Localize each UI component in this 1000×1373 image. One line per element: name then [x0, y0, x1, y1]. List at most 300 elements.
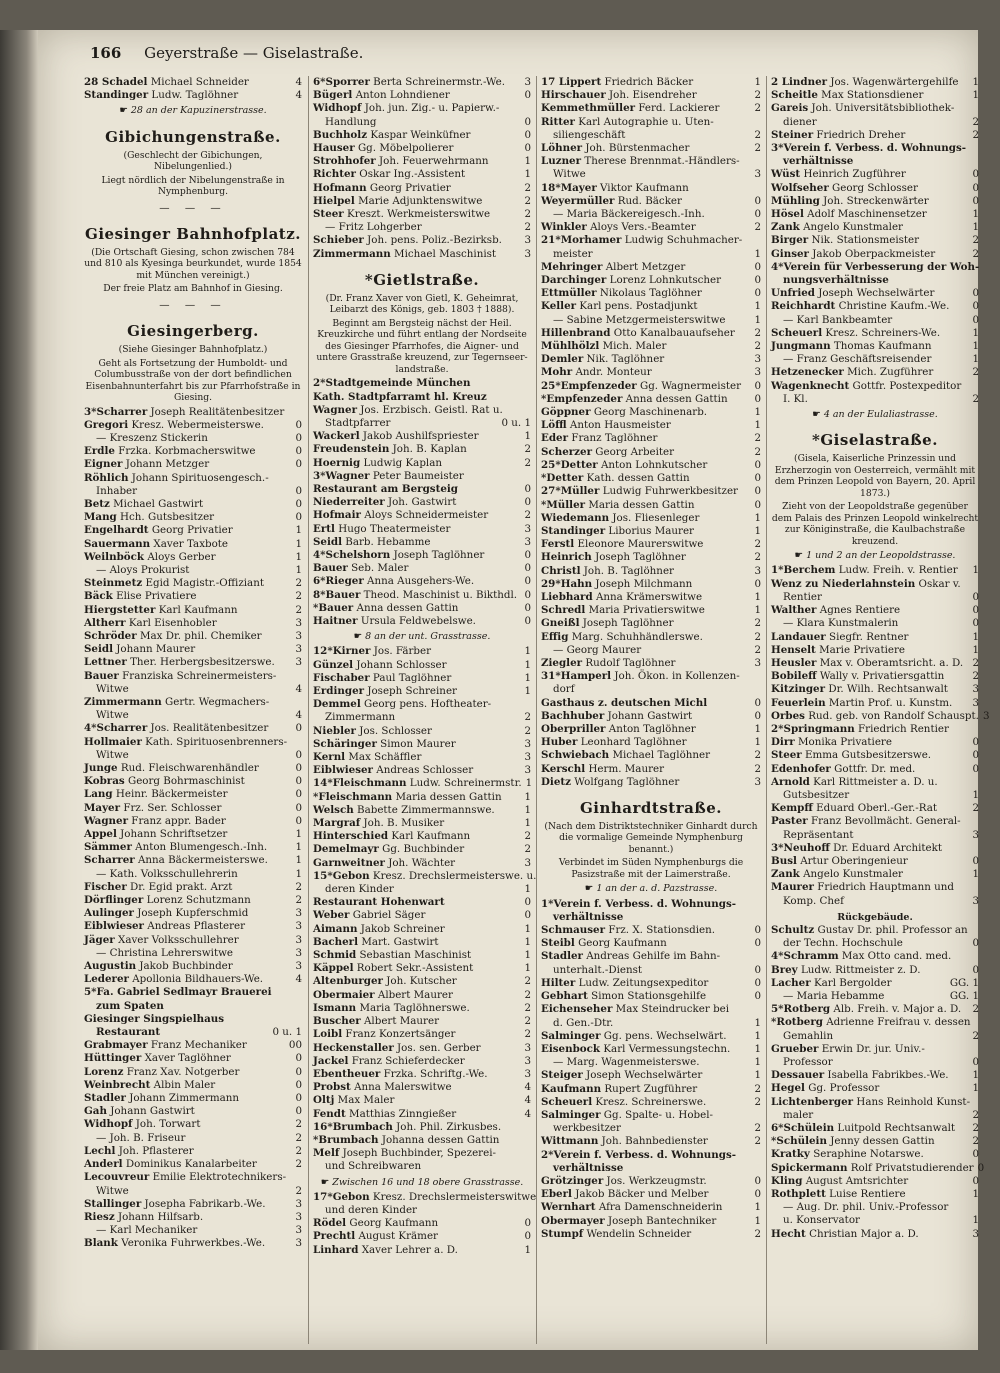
entry-text	[771, 657, 963, 670]
entry-text	[313, 830, 470, 843]
resident-name: Niebler	[313, 724, 356, 737]
directory-entry	[771, 314, 979, 327]
directory-entry	[771, 182, 979, 195]
floor-number: 0	[972, 1056, 979, 1068]
directory-entry	[84, 828, 302, 841]
floor-number: 0	[972, 1148, 979, 1161]
directory-entry	[541, 234, 761, 247]
resident-name: Löhner	[541, 142, 583, 155]
entry-text	[541, 1201, 722, 1214]
entry-text	[313, 377, 470, 390]
entry-text	[541, 1043, 730, 1056]
resident-details: Johann Metzger	[125, 458, 210, 471]
resident-details: — Maria Hebamme	[783, 989, 885, 1002]
resident-details: Max Otto cand. med.	[841, 950, 952, 963]
entry-text	[313, 536, 431, 549]
resident-details: Ludw. Rittmeister z. D.	[800, 963, 921, 976]
directory-entry	[313, 1002, 531, 1015]
resident-details: Nik. Taglöhner	[586, 353, 665, 366]
directory-entry	[84, 524, 302, 537]
entry-text	[541, 898, 736, 911]
resident-details: Karl pens. Postadjunkt	[579, 300, 698, 313]
resident-details: Franz Schieferdecker	[351, 1054, 465, 1067]
resident-details: Kresz. Webermeisterswe.	[131, 418, 264, 431]
floor-number: 0	[754, 472, 761, 485]
resident-details: Franz Xav. Notgerber	[126, 1065, 240, 1078]
entry-text	[313, 1244, 458, 1257]
resident-details: Joh. Gastwirt	[387, 496, 457, 509]
resident-details: Kaspar Weinküfner	[370, 128, 471, 141]
resident-details: Georg Arbeiter	[595, 445, 675, 458]
directory-entry	[541, 990, 761, 1003]
entry-text	[541, 1003, 729, 1016]
resident-name: Bügerl	[313, 89, 353, 102]
directory-entry	[84, 498, 302, 511]
directory-entry	[313, 182, 531, 195]
directory-entry	[771, 155, 979, 168]
resident-name: 6*Schülein	[771, 1122, 835, 1135]
floor-number: 1	[972, 1188, 979, 1201]
floor-number: 3	[524, 247, 531, 260]
resident-details: Aloys Vers.-Beamter	[590, 221, 696, 234]
resident-name: Anderl	[84, 1158, 123, 1171]
floor-number: 2	[295, 1131, 302, 1144]
resident-name: *Müller	[541, 498, 586, 511]
entry-text	[313, 857, 455, 870]
resident-details: — Sabine Metzgermeisterswitwe	[553, 313, 726, 326]
resident-name: *Brumbach	[313, 1133, 379, 1146]
resident-name: Feuerlein	[771, 696, 826, 709]
floor-number: 0	[295, 814, 302, 827]
entry-text	[84, 1158, 257, 1171]
floor-number: 2	[524, 221, 531, 234]
floor-number: 2	[972, 1029, 979, 1042]
entry-text	[553, 964, 642, 977]
resident-name: Wernhart	[541, 1201, 596, 1214]
resident-name: Luzner	[541, 155, 582, 168]
floor-number: 1	[754, 1042, 761, 1055]
floor-number: 3	[295, 960, 302, 973]
resident-name: Lederer	[84, 973, 129, 986]
directory-entry	[541, 763, 761, 776]
resident-details: Joseph Taglöhner	[595, 551, 686, 564]
entry-text	[541, 565, 674, 578]
entry-text	[541, 538, 703, 551]
floor-number: 2	[524, 1001, 531, 1014]
column-4	[766, 76, 990, 1344]
floor-number: 1	[754, 300, 761, 313]
directory-entry	[541, 182, 761, 195]
floor-number: 1	[754, 1029, 761, 1042]
entry-text	[553, 208, 705, 221]
resident-name: Walther	[771, 604, 817, 617]
directory-entry	[313, 857, 531, 870]
floor-number: 0	[754, 1174, 761, 1187]
directory-entry	[771, 868, 979, 881]
resident-details: Wolfgang Taglöhner	[574, 775, 680, 788]
entry-text	[313, 645, 431, 658]
directory-entry	[84, 1224, 302, 1237]
entry-text	[313, 1015, 439, 1028]
entry-text	[96, 1026, 160, 1039]
entry-text	[771, 578, 961, 591]
entry-text	[541, 300, 698, 313]
directory-entry	[84, 656, 302, 669]
floor-number: 0	[972, 736, 979, 749]
resident-name: *Rotberg	[771, 1016, 823, 1029]
floor-number: 2	[524, 975, 531, 988]
resident-details: Maria Privatierswitwe	[588, 604, 705, 617]
floor-number: 1	[972, 1069, 979, 1082]
floor-number: 3	[295, 616, 302, 629]
floor-number: 2	[754, 445, 761, 458]
floor-number: 0	[754, 937, 761, 950]
resident-details: Rud. Bäcker	[617, 194, 682, 207]
directory-entry	[771, 829, 979, 842]
directory-entry	[541, 578, 761, 591]
floor-number: 1	[972, 89, 979, 102]
floor-number: 1	[972, 340, 979, 353]
directory-entry	[313, 1068, 531, 1081]
floor-number: 1	[524, 922, 531, 935]
floor-number: 0	[754, 696, 761, 709]
resident-details: Kresz. Schreinerswe.	[595, 1095, 707, 1108]
resident-details: Berta Schreinermstr.-We.	[373, 76, 505, 88]
entry-text	[771, 1135, 935, 1148]
floor-number: 0	[524, 896, 531, 909]
resident-name: Garnweitner	[313, 856, 385, 869]
resident-name: Löffl	[541, 419, 567, 432]
directory-entry	[84, 551, 302, 564]
entry-text	[541, 578, 692, 591]
directory-entry	[84, 485, 302, 498]
resident-details: Aloys Gerber	[147, 550, 216, 563]
resident-details: Johann Gastwirt	[110, 1105, 195, 1118]
floor-number: 0	[295, 445, 302, 458]
resident-details: Xaver Taglöhner	[144, 1052, 231, 1065]
entry-text	[84, 406, 284, 419]
resident-name: Wiedemann	[541, 511, 610, 524]
entry-text	[84, 788, 228, 801]
resident-name: Hösel	[771, 208, 804, 221]
entry-text	[313, 791, 502, 804]
resident-details: Max Schäffler	[348, 751, 422, 764]
resident-details: Agnes Rentiere	[819, 604, 901, 617]
directory-entry	[313, 575, 531, 588]
resident-name: Sauermann	[84, 537, 151, 550]
cross-street-marker: ☛ 1 und 2 an der Leopoldstrasse.	[771, 549, 979, 562]
directory-entry	[313, 1094, 531, 1107]
entry-text	[313, 155, 488, 168]
resident-name: Kitzinger	[771, 683, 826, 696]
entry-text	[325, 1160, 421, 1173]
directory-entry	[771, 1109, 979, 1122]
entry-text	[771, 380, 961, 393]
floor-number: 0	[754, 990, 761, 1003]
entry-text	[541, 990, 706, 1003]
resident-details: Eleonore Maurerswitwe	[577, 538, 704, 551]
directory-entry	[541, 142, 761, 155]
floor-number: 0	[524, 89, 531, 102]
resident-details: Joseph Taglöhner	[582, 617, 674, 630]
directory-entry	[541, 208, 761, 221]
floor-number: 1	[754, 247, 761, 260]
floor-number: 0	[524, 588, 531, 601]
floor-number: 0	[295, 1092, 302, 1105]
directory-entry	[313, 1042, 531, 1055]
resident-name: Scherzer	[541, 445, 592, 458]
resident-name: 4*Schelshorn	[313, 548, 391, 561]
resident-details: Franz Bevollmächt. General-	[810, 815, 961, 828]
floor-number: 3	[972, 894, 979, 907]
directory-entry	[541, 472, 761, 485]
floor-number: 2	[972, 1108, 979, 1121]
directory-entry	[541, 314, 761, 327]
resident-details: Mart. Gastwirt	[361, 935, 439, 948]
entry-text	[771, 868, 903, 881]
floor-number: 1	[754, 313, 761, 326]
entry-text	[84, 1211, 203, 1224]
directory-entry	[771, 749, 979, 762]
resident-name: Kempff	[771, 802, 813, 815]
resident-details: Otto Kanalbauaufseher	[613, 326, 735, 339]
resident-name: 2*Stadtgemeinde München	[313, 377, 471, 390]
resident-details: Karl Vermessungstechn.	[603, 1042, 731, 1055]
resident-details: Isabella Fabrikbes.-We.	[827, 1069, 949, 1082]
directory-entry	[84, 1171, 302, 1184]
resident-details: Barb. Hebamme	[345, 535, 431, 548]
entry-text	[541, 512, 699, 525]
resident-name: Kratky	[771, 1148, 810, 1161]
directory-entry	[771, 89, 979, 102]
entry-text	[84, 960, 233, 973]
directory-entry	[541, 937, 761, 950]
entry-text	[313, 1028, 455, 1041]
resident-name: Haitner	[313, 615, 358, 627]
resident-details: Jos. sen. Gerber	[397, 1041, 481, 1054]
resident-name: Scheuerl	[541, 1095, 593, 1108]
entry-text	[541, 631, 703, 644]
directory-entry	[313, 698, 531, 711]
entry-text	[541, 604, 705, 617]
directory-entry	[84, 538, 302, 551]
entry-text	[541, 1030, 726, 1043]
resident-details: Michael Gastwirt	[113, 497, 204, 510]
resident-name: 3*Verein f. Verbess. d. Wohnungs-	[771, 142, 967, 155]
floor-number: GG. 1	[949, 989, 979, 1002]
floor-number: 0	[295, 484, 302, 497]
resident-name: Aulinger	[84, 907, 134, 920]
column-1	[84, 76, 302, 1344]
resident-details: Martin Prof. u. Kunstm.	[828, 696, 953, 709]
floor-number: 1	[295, 537, 302, 550]
entry-text	[783, 1030, 833, 1043]
resident-name: Buscher	[313, 1015, 361, 1028]
resident-details: Andreas Pflasterer	[147, 920, 246, 933]
entry-text	[84, 1039, 247, 1052]
resident-details: Ludw. Schreinermstr.	[409, 777, 522, 790]
entry-text	[313, 129, 470, 142]
floor-number: 1	[754, 736, 761, 749]
resident-name: Dessauer	[771, 1069, 825, 1082]
resident-name: Eiblwieser	[84, 920, 144, 933]
directory-entry	[313, 1217, 531, 1230]
directory-entry	[541, 380, 761, 393]
directory-entry	[313, 685, 531, 698]
resident-name: Hirschauer	[541, 89, 606, 102]
directory-entry	[84, 1092, 302, 1105]
directory-entry	[84, 749, 302, 762]
directory-columns	[84, 76, 990, 1344]
entry-text	[313, 1121, 501, 1134]
subsection-heading: Rückgebäude.	[837, 911, 913, 923]
entry-text	[313, 404, 503, 417]
directory-entry	[771, 129, 979, 142]
directory-entry	[771, 855, 979, 868]
resident-details: Dr. Egid prakt. Arzt	[130, 880, 233, 893]
resident-name: Ebentheuer	[313, 1067, 381, 1080]
floor-number: 3	[754, 775, 761, 788]
street-note: Verbindet im Süden Nymphenburgs die Pasizstraße mit der Laimerstraße.	[558, 857, 744, 880]
directory-entry	[313, 1121, 531, 1134]
resident-name: 27*Müller	[541, 485, 600, 498]
entry-text	[84, 76, 249, 89]
resident-name: Richter	[313, 168, 356, 181]
entry-text	[783, 990, 884, 1003]
directory-entry	[84, 445, 302, 458]
resident-name: Schmauser	[541, 924, 606, 937]
entry-text	[313, 562, 408, 575]
resident-name: Spickermann	[771, 1161, 848, 1174]
resident-name: Stadler	[541, 950, 583, 963]
resident-details: Aloys Schneidermeister	[364, 509, 489, 522]
directory-entry	[541, 327, 761, 340]
resident-details: Stadtpfarrer	[325, 416, 391, 429]
resident-name: Schmid	[313, 949, 357, 962]
floor-number: 0	[972, 300, 979, 313]
resident-name: Ismann	[313, 1001, 357, 1014]
street-note: (Siehe Giesinger Bahnhofplatz.)	[118, 344, 268, 356]
entry-text	[96, 947, 233, 960]
resident-details: Luitpold Rechtsanwalt	[837, 1122, 956, 1135]
resident-details: unterhalt.-Dienst	[553, 963, 643, 976]
directory-entry	[84, 1211, 302, 1224]
entry-text	[84, 986, 272, 999]
directory-entry	[541, 1043, 761, 1056]
resident-name: Augustin	[84, 960, 137, 973]
resident-details: werkbesitzer	[553, 1122, 621, 1135]
directory-entry	[541, 1083, 761, 1096]
resident-name: Hofmair	[313, 509, 361, 522]
entry-text	[771, 327, 940, 340]
floor-number: 1	[754, 722, 761, 735]
resident-details: maler	[783, 1108, 814, 1121]
resident-details: Franziska Schreinermeisters-	[122, 669, 277, 682]
directory-entry	[84, 1066, 302, 1079]
directory-entry	[541, 485, 761, 498]
floor-number: 1	[524, 803, 531, 816]
resident-details: Herm. Maurer	[588, 762, 665, 775]
floor-number: 2	[295, 1144, 302, 1157]
floor-number: 0	[972, 604, 979, 617]
directory-entry	[84, 960, 302, 973]
resident-details: Maria dessen Gattin	[395, 790, 502, 803]
floor-number: 1	[524, 685, 531, 698]
entry-text	[84, 1118, 200, 1131]
entry-text	[84, 828, 227, 841]
entry-text	[541, 1175, 707, 1188]
directory-entry	[541, 683, 761, 696]
directory-entry	[541, 287, 761, 300]
floor-number: 0	[972, 937, 979, 950]
directory-entry	[771, 1148, 979, 1161]
resident-name: Bauer	[84, 669, 119, 682]
resident-details: Georg Schlosser	[832, 181, 918, 194]
entry-text	[313, 1108, 456, 1121]
resident-name: Jäger	[84, 933, 115, 946]
entry-text	[313, 76, 505, 89]
resident-name: Rothplett	[771, 1188, 826, 1201]
entry-text	[553, 314, 725, 327]
resident-details: Anton Lohnkutscher	[600, 458, 708, 471]
directory-entry	[541, 76, 761, 89]
entry-text	[313, 738, 456, 751]
resident-details: Joseph Realitätenbesitzer	[150, 405, 285, 418]
floor-number: 3	[524, 764, 531, 777]
directory-entry	[313, 457, 531, 470]
floor-number: 3	[295, 1197, 302, 1210]
resident-details: Gg. Spalte- u. Hobel-	[603, 1108, 714, 1121]
directory-entry	[541, 898, 761, 911]
directory-entry	[313, 391, 531, 404]
entry-text	[541, 234, 742, 247]
entry-text	[771, 749, 931, 762]
entry-text	[771, 924, 968, 937]
resident-name: Schäringer	[313, 737, 377, 750]
floor-number: 1	[972, 788, 979, 801]
resident-details: Christian Major a. D.	[809, 1227, 919, 1240]
entry-text	[783, 274, 889, 287]
resident-name: 25*Detter	[541, 458, 598, 471]
entry-text	[783, 937, 903, 950]
floor-number: 3	[524, 76, 531, 88]
resident-details: Joseph Taglöhner	[393, 548, 485, 561]
floor-number: 2	[754, 1082, 761, 1095]
entry-text	[84, 1052, 231, 1065]
floor-number: 0	[524, 909, 531, 922]
resident-details: und deren Kinder	[325, 1203, 417, 1216]
resident-name: Günzel	[313, 658, 354, 671]
entry-text	[313, 777, 522, 790]
entry-text	[313, 1230, 438, 1243]
directory-entry	[541, 1175, 761, 1188]
directory-entry	[84, 894, 302, 907]
floor-number: 0	[754, 458, 761, 471]
entry-text	[771, 102, 954, 115]
resident-details: Jos. Wagenwärtergehilfe	[830, 76, 959, 88]
directory-entry	[313, 962, 531, 975]
floor-number: 3	[295, 907, 302, 920]
directory-entry	[541, 353, 761, 366]
entry-text	[325, 221, 422, 234]
floor-number: 0	[295, 1105, 302, 1118]
entry-text	[313, 142, 453, 155]
resident-name: Salminger	[541, 1108, 601, 1121]
floor-number: 0	[295, 511, 302, 524]
floor-number: 1	[524, 671, 531, 684]
directory-entry	[84, 947, 302, 960]
resident-details: Johann Hilfsarb.	[117, 1210, 204, 1223]
